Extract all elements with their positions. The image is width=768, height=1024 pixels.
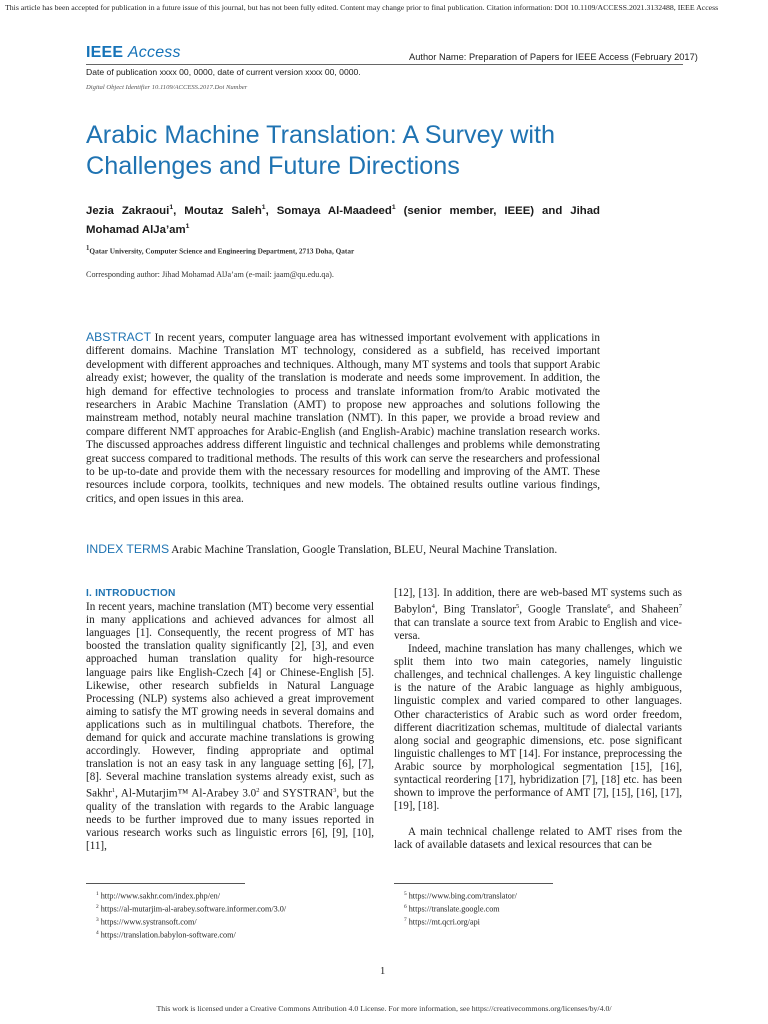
footnote-number: 5 (404, 891, 407, 897)
intro-paragraph-1 (86, 601, 374, 853)
intro-text: , and Shaheen (610, 603, 679, 616)
footnote-number: 6 (404, 904, 407, 911)
footnote-ref-6: 6 (607, 603, 611, 611)
author-3: , Somaya Al-Maadeed (265, 204, 392, 217)
section-heading-introduction: I. INTRODUCTION (86, 588, 176, 599)
footnote-ref-7: 7 (678, 603, 682, 611)
footnote-item (404, 889, 517, 902)
intro-paragraph-3: A main technical challenge related to AMT rises from the lack of available datasets and lexical resources that can be (394, 826, 682, 852)
footnote-number: 2 (96, 904, 99, 911)
footnotes-left (96, 889, 286, 942)
intro-paragraph-1-continued (394, 587, 682, 643)
abstract-text: In recent years, computer language area has witnessed important evolvement with applications in different domains. Machine Translation MT technology, considered as a subfield, has received important development with different approaches and techniques. Although, many MT systems and tools that support Arabic already exist; however, the quality of the translation is moderate and needs some improvement. In addition, the high demand for effective technologies to process and translate information from/to Arabic motivated the researchers in Arabic Machine Translation (AMT) to propose new approaches and solutions following the mainstream method, notably neural machine translation (NMT). In this paper, we provide a broad review and compare different NMT approaches for Arabic-English (and English-Arabic) machine translation research works. The discussed approaches address different linguistic and technical challenges and problems while demonstrating great success compared to traditional methods. The results of this work can serve the researchers and professional to be up-to-date and provide them with the necessary resources for modelling and improving of the AMT. These resources include corpora, toolkits, techniques and new models. The obtained results outline various findings, critics, and open issues in this area. (86, 332, 600, 505)
footnote-ref-2: 2 (256, 787, 260, 795)
doi-line: Digital Object Identifier 10.1109/ACCESS.2017.Doi Number (86, 84, 248, 91)
acceptance-notice: This article has been accepted for publication in a future issue of this journal, but has not been fully edited. Content may change prior to final publication. Citation information: DOI 10.1109/ACCESS.2021.3132488, IEEE Access (5, 3, 719, 12)
footnote-link[interactable]: https://translation.babylon-software.com/ (100, 931, 236, 941)
intro-paragraph-2: Indeed, machine translation has many challenges, which we split them into two main categories, namely linguistic challenges, and technical challenges. A key linguistic challenge is the nature of the Arabic language as highly ambiguous, linguistic complex and varied compared to other languages. Other characteristics of Arabic such as word order freedom, different diacritization schemas, multitude of dialectal variants along social and geographic dimensions, etc. pose significant linguistic challenges to MT [14]. For instance, preprocessing the Arabic source by morphological segmentation [15], [16], syntactical reordering [17], hybridization [7], [18] etc. has been shown to improve the performance of AMT [7], [15], [16], [17], [19], [18]. (394, 643, 682, 813)
author-4-affiliation-mark: 1 (185, 222, 190, 230)
intro-text: and SYSTRAN (259, 788, 334, 801)
ieee-access-logo (86, 44, 181, 62)
footnote-divider (394, 883, 553, 884)
footnote-link[interactable]: http://www.sakhr.com/index.php/en/ (100, 891, 221, 901)
footnote-link[interactable]: https://www.bing.com/translator/ (408, 891, 517, 901)
footnote-link[interactable]: https://www.systransoft.com/ (100, 918, 197, 928)
left-column (86, 587, 374, 854)
author-3-affiliation-mark: 1 (391, 204, 396, 211)
footnote-number: 1 (96, 891, 99, 897)
affiliation-mark: 1 (86, 245, 90, 252)
footnote-link[interactable]: https://al-mutarjim-al-arabey.software.informer.com/3.0/ (100, 904, 287, 914)
footnote-ref-5: 5 (516, 603, 520, 611)
footnote-item (96, 902, 286, 915)
footnote-number: 4 (96, 930, 99, 937)
logo-product: Access (127, 44, 181, 61)
footnote-divider (86, 883, 245, 884)
abstract-label: ABSTRACT (86, 330, 152, 344)
footnote-link[interactable]: https://translate.google.com (408, 904, 500, 914)
affiliation (86, 245, 354, 255)
page-number: 1 (380, 966, 386, 977)
footnote-link[interactable]: https://mt.qcri.org/api (408, 918, 480, 928)
running-header: Author Name: Preparation of Papers for IEEE Access (February 2017) (409, 52, 698, 62)
corresponding-author: Corresponding author: Jihad Mohamad AlJa’am (e-mail: jaam@qu.edu.qa). (86, 270, 334, 279)
index-terms-label: INDEX TERMS (86, 542, 170, 556)
footnotes-right (404, 889, 517, 928)
author-2: , Moutaz Saleh (173, 204, 262, 217)
footnote-ref-3: 3 (333, 787, 337, 795)
abstract (86, 331, 600, 506)
author-2-affiliation-mark: 1 (261, 204, 266, 211)
header-divider (86, 64, 683, 65)
intro-text: In recent years, machine translation (MT) become very essential in many applications and achieved advances for almost all languages [1]. Consequently, the recent progress of MT has boosted the translation quality significantly [2], [3], and even approached human translation quality for high-resource language pairs like English-Czech [4] or Chinese-English [5]. Likewise, other research subfields in Natural Language Processing (NLP) systems also achieved a great improvement aiming to satisfy the MT growing needs in several domains and applications such as in multilingual chatbots. Therefore, the demand for quick and accurate machine translations is growing accordingly. However, finding appropriate and optimal translation is not an easy task in any language setting [6], [7], [8]. Several machine translation systems already exist, such as Sakhr (86, 601, 374, 801)
paper-title: Arabic Machine Translation: A Survey with Challenges and Future Directions (86, 121, 555, 180)
intro-text: , Al-Mutarjim™ Al-Arabey 3.0 (115, 788, 257, 801)
author-1: Jezia Zakraoui (86, 204, 170, 217)
author-1-affiliation-mark: 1 (169, 204, 174, 211)
index-terms (86, 543, 600, 557)
logo-brand: IEEE (86, 44, 124, 61)
intro-text: [12], [13]. In addition, there are web-based MT systems such as Babylon (394, 587, 682, 616)
author-list (86, 200, 600, 238)
intro-text: , but the quality of the translation with regards to the Arabic language needs to be further improved due to many issues reported in various research works such as linguistic errors [6], [9], [10], [11], (86, 788, 374, 853)
affiliation-text: Qatar University, Computer Science and Engineering Department, 2713 Doha, Qatar (89, 246, 355, 256)
footnote-item (96, 889, 286, 902)
right-column (394, 587, 682, 852)
footnote-item (96, 915, 286, 928)
footnote-ref-4: 4 (431, 603, 435, 611)
intro-text: that can translate a source text from Arabic to English and vice-versa. (394, 616, 682, 642)
license-notice: This work is licensed under a Creative Commons Attribution 4.0 License. For more information, see https://creativecommons.org/licenses/by/4.0/ (156, 1004, 612, 1013)
author-4: (senior member, IEEE) and Jihad Mohamad AlJa’am (86, 204, 601, 236)
footnote-item (404, 915, 517, 928)
index-terms-text: Arabic Machine Translation, Google Translation, BLEU, Neural Machine Translation. (169, 544, 558, 556)
intro-text: , Google Translate (519, 603, 608, 616)
footnote-number: 7 (404, 917, 407, 924)
footnote-item (96, 928, 286, 941)
footnote-number: 3 (96, 917, 99, 924)
publication-date: Date of publication xxxx 00, 0000, date of current version xxxx 00, 0000. (86, 67, 361, 77)
footnote-item (404, 902, 517, 915)
intro-text: , Bing Translator (434, 603, 517, 616)
footnote-ref-1: 1 (111, 787, 116, 795)
